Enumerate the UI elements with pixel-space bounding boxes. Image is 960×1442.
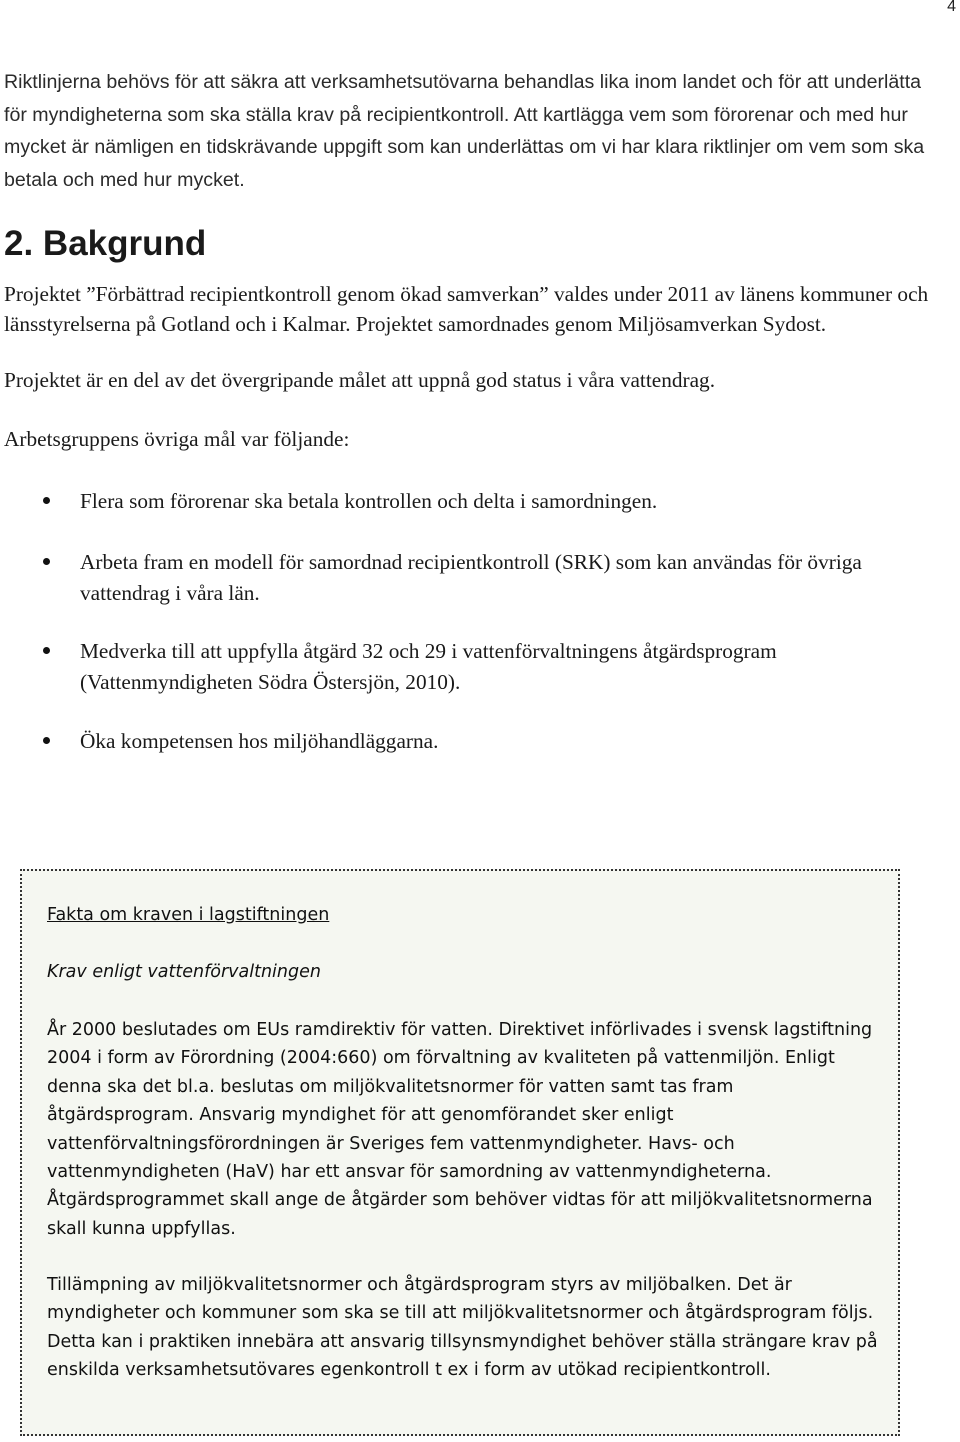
bullet-icon [43, 737, 50, 744]
fact-box [20, 869, 900, 1436]
bullet-icon [43, 558, 50, 565]
list-item-text: Medverka till att uppfylla åtgärd 32 och 29 i vattenförvaltningens åtgärdsprogram (Vattenmyndigheten Södra Östersjön, 2010). [80, 639, 777, 694]
fact-box-title: Fakta om kraven i lagstiftningen [47, 905, 330, 925]
bullet-icon [43, 647, 50, 654]
fact-box-paragraph: Tillämpning av miljökvalitetsnormer och åtgärdsprogram styrs av miljöbalken. Det är myndigheter och kommuner som ska se till att miljökvalitetsnormer och åtgärdsprogram följs. Detta kan i praktiken innebära att ansvarig tillsynsmyndighet behöver ställa strängare krav på enskilda verksamhetsutövares egenkontroll t ex i form av utökad recipientkontroll. [47, 1275, 878, 1381]
section-heading: 2. Bakgrund [4, 224, 207, 263]
list-item-text: Flera som förorenar ska betala kontrollen och delta i samordningen. [80, 489, 658, 513]
page-number: 4 [947, 0, 956, 15]
fact-box-subtitle: Krav enligt vattenförvaltningen [47, 962, 321, 982]
background-paragraph: Projektet ”Förbättrad recipientkontroll genom ökad samverkan” valdes under 2011 av länens kommuner och länsstyrelserna på Gotland och i Kalmar. Projektet samordnades genom Miljösamverkan Sydost. [4, 282, 929, 336]
goal-paragraph: Projektet är en del av det övergripande målet att uppnå god status i våra vattendrag. [4, 368, 716, 392]
intro-paragraph: Riktlinjerna behövs för att säkra att verksamhetsutövarna behandlas lika inom landet och för att underlätta för myndigheterna som ska ställa krav på recipientkontroll. Att kartlägga vem som förorenar och med hur mycket är nämligen en tidskrävande uppgift som kan underlättas om vi har klara riktlinjer om vem som ska betala och med hur mycket. [4, 71, 925, 191]
fact-box-paragraph: År 2000 beslutades om EUs ramdirektiv för vatten. Direktivet införlivades i svensk lagstiftning 2004 i form av Förordning (2004:660) om förvaltning av kvaliteten på vattenmiljön. Enligt denna ska det bl.a. beslutas om miljökvalitetsnormer för vatten samt tas fram åtgärdsprogram. Ansvarig myndighet för att genomförandet sker enligt vattenförvaltningsförordningen är Sveriges fem vattenmyndigheter. Havs- och vattenmyndigheten (HaV) har ett ansvar för samordning av vattenmyndigheterna. Åtgärdsprogrammet skall ange de åtgärder som behöver vidtas för att miljökvalitetsnormerna skall kunna uppfyllas. [47, 1020, 873, 1239]
bullet-icon [43, 497, 50, 504]
list-item-text: Arbeta fram en modell för samordnad recipientkontroll (SRK) som kan användas för övriga vattendrag i våra län. [80, 550, 862, 605]
list-item-text: Öka kompetensen hos miljöhandläggarna. [80, 729, 439, 753]
goals-intro: Arbetsgruppens övriga mål var följande: [4, 427, 350, 451]
